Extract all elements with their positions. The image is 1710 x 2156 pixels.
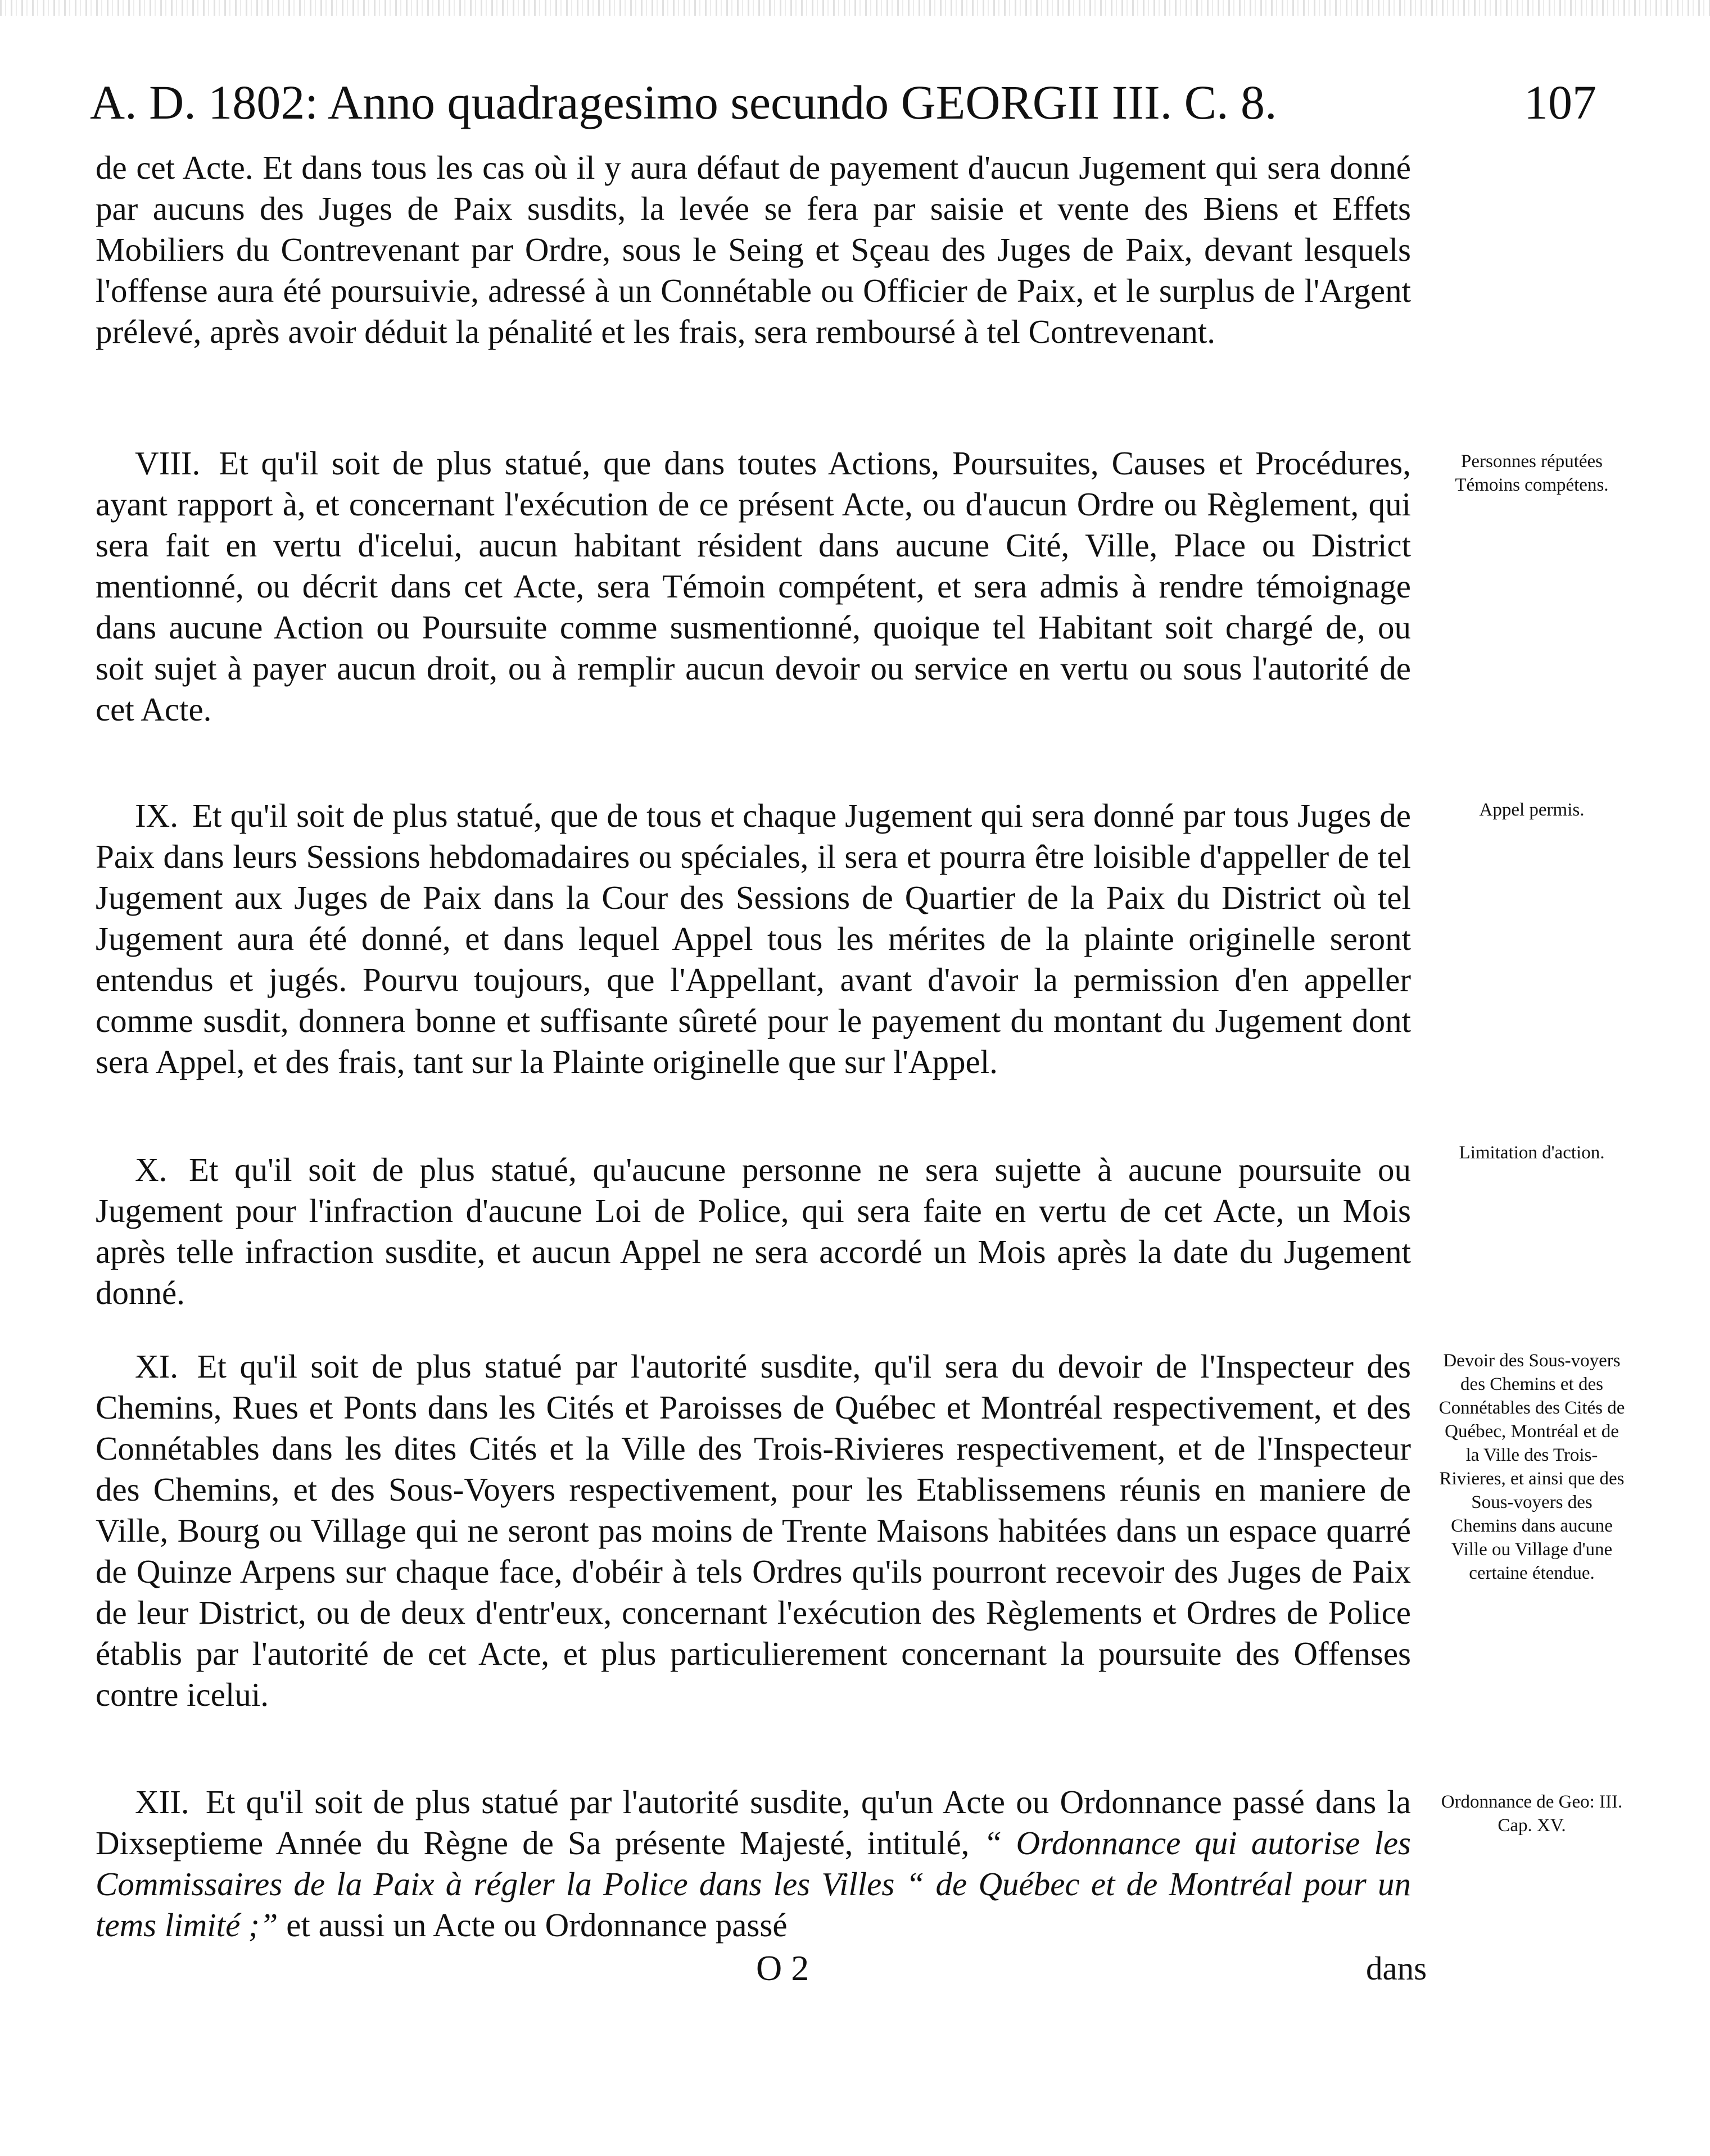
paragraph-text: Et qu'il soit de plus statué, qu'aucune personne ne sera sujette à aucune poursuite ou Jugement pour l'infraction d'aucune Loi de Police, qui sera faite en vertu de cet Acte, un Mois après telle infraction susdite, et aucun Appel ne sera accordé un Mois après la date du Jugement donné. xyxy=(96,1151,1411,1311)
sidenote-xi: Devoir des Sous-voyers des Chemins et des Connétables des Cités de Québec, Montréal et de la Ville des Trois-Rivieres, et ainsi que des Sous-voyers des Chemins dans aucune Ville ou Village d'une certaine étendue. xyxy=(1438,1351,1625,1583)
section-xi xyxy=(96,1346,1411,1715)
paragraph-text: de cet Acte. Et dans tous les cas où il y aura défaut de payement d'aucun Jugement qui sera donné par aucuns des Juges de Paix susdits, la levée se fera par saisie et vente des Biens et Effets Mobiliers du Contrevenant par Ordre, sous le Seing et Sçeau des Juges de Paix, devant lesquels l'offense aura été poursuivie, adressé à un Connétable ou Officier de Paix, et le surplus de l'Argent prélevé, après avoir déduit la pénalité et les frais, sera remboursé à tel Contrevenant. xyxy=(96,149,1411,350)
section-number: X. xyxy=(135,1151,168,1188)
quoted-ordinance-title: “ Ordonnance qui autorise les Commissaires de la Paix à régler la Police dans les Villes “ de Québec et de Montréal pour un tems limité ;” xyxy=(96,1824,1412,1944)
section-ix xyxy=(96,795,1411,1082)
paragraph-text: Et qu'il soit de plus statué, que de tous et chaque Jugement qui sera donné par tous Juges de Paix dans leurs Sessions hebdomadaires ou spéciales, il sera et pourra être loisible d'appeller de tel Jugement aux Juges de Paix dans la Cour des Sessions de Quartier de la Paix du District où tel Jugement aura été donné, et dans lequel Appel tous les mérites de la plainte originelle seront entendus et jugés. Pourvu toujours, que l'Appellant, avant d'avoir la permission d'en appeller comme susdit, donnera bonne et suffisante sûreté pour le payement du montant du Jugement dont sera Appel, et des frais, tant sur la Plainte originelle que sur l'Appel. xyxy=(96,797,1411,1080)
paragraph-text: Et qu'il soit de plus statué par l'autorité susdite, qu'il sera du devoir de l'Inspecteur des Chemins, Rues et Ponts dans les Cités et Paroisses de Québec et Montréal respectivement, et des Connétables dans les dites Cités et la Ville des Trois-Rivieres respectivement, et de l'Inspecteur des Chemins, et des Sous-Voyers respectivement, pour les Etablissemens réunis en maniere de Ville, Bourg ou Village qui ne seront pas moins de Trente Maisons habitées dans un espace quarré de Quinze Arpens sur chaque face, d'obéir à tels Ordres qu'ils pourront recevoir des Juges de Paix de leur District, ou de deux d'entr'eux, concernant l'exécution des Règlements et Ordres de Police établis par l'autorité de cet Acte, et plus particulierement concernant la poursuite des Offenses contre icelui. xyxy=(96,1348,1412,1713)
running-title: A. D. 1802: Anno quadragesimo secundo GEORGII III. C. 8. xyxy=(90,75,1277,129)
page-header xyxy=(90,63,1596,142)
paragraph-text: Et qu'il soit de plus statué par l'autorité susdite, qu'un Acte ou Ordonnance passé dans la Dixseptieme Année du Règne de Sa présente Majesté, intitulé, xyxy=(96,1783,1411,1861)
scan-edge-speckle xyxy=(0,0,1710,16)
sidenote-viii: Personnes réputées Témoins compétens. xyxy=(1455,451,1609,495)
section-xii xyxy=(96,1782,1411,1946)
catchword: dans xyxy=(1366,1950,1427,1987)
section-number: VIII. xyxy=(135,445,201,482)
section-x xyxy=(96,1149,1411,1313)
section-number: IX. xyxy=(135,797,179,834)
sidenote-ix: Appel permis. xyxy=(1479,800,1585,820)
sidenote-xii: Ordonnance de Geo: III. Cap. XV. xyxy=(1441,1792,1623,1836)
sidenote-x: Limitation d'action. xyxy=(1459,1143,1605,1163)
paragraph-continuation xyxy=(96,147,1411,352)
paragraph-text: Et qu'il soit de plus statué, que dans toutes Actions, Poursuites, Causes et Procédures, ayant rapport à, et concernant l'exécution de ce présent Acte, ou d'aucun Ordre ou Règlement, qui sera fait en vertu d'icelui, aucun habitant résident dans aucune Cité, Ville, Place ou District mentionné, ou décrit dans cet Acte, sera Témoin compétent, et sera admis à rendre témoignage dans aucune Action ou Poursuite comme susmentionné, quoique tel Habitant soit chargé de, ou soit sujet à payer aucun droit, ou à remplir aucun devoir ou service en vertu ou sous l'autorité de cet Acte. xyxy=(96,445,1411,728)
page-number: 107 xyxy=(1524,75,1596,129)
section-viii xyxy=(96,443,1411,730)
section-number: XII. xyxy=(135,1783,189,1820)
paragraph-text-continued: et aussi un Acte ou Ordonnance passé xyxy=(286,1906,788,1944)
signature-mark: O 2 xyxy=(756,1948,809,1988)
section-number: XI. xyxy=(135,1348,179,1385)
